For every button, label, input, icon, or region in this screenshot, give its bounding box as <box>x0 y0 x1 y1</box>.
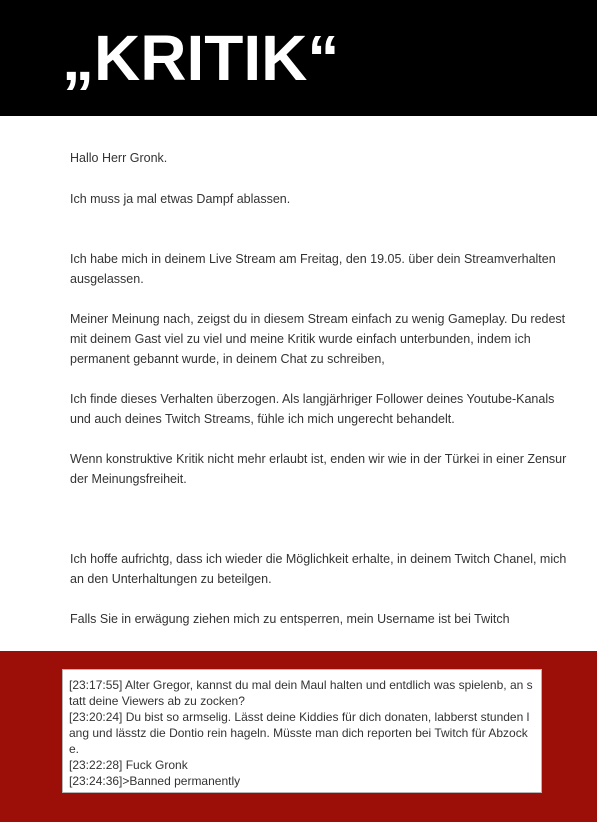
chat-line: [23:22:28] Fuck Gronk <box>69 758 188 772</box>
header-banner <box>0 0 597 116</box>
chat-log <box>62 669 542 793</box>
letter-paragraph-zensur: Wenn konstruktive Kritik nicht mehr erlaubt ist, enden wir wie in der Türkei in einer Zensur der Meinungsfreiheit. <box>70 452 567 486</box>
letter-paragraph-stream: Ich habe mich in deinem Live Stream am Freitag, den 19.05. über dein Streamverhalten ausgelassen. <box>70 252 556 286</box>
letter-paragraph-falls: Falls Sie in erwägung ziehen mich zu entsperren, mein Username ist bei Twitch <box>70 612 510 626</box>
letter-paragraph-verhalten: Ich finde dieses Verhalten überzogen. Als langjärhriger Follower deines Youtube-Kanals und auch deines Twitch Streams, fühle ich mich ungerecht behandelt. <box>70 392 555 426</box>
letter-greeting: Hallo Herr Gronk. <box>70 151 168 165</box>
chat-line: [23:17:55] Alter Gregor, kannst du mal dein Maul halten und entdlich was spielenb, an statt deine Viewers ab zu zocken? <box>69 678 533 708</box>
letter-paragraph-meinung: Meiner Meinung nach, zeigst du in diesem Stream einfach zu wenig Gameplay. Du redest mit deinem Gast viel zu viel und meine Kritik wurde einfach unterbunden, indem ich permanent gebannt wurde, in deinem Chat zu schreiben, <box>70 312 566 366</box>
chat-line: [23:24:36]>Banned permanently <box>69 774 241 788</box>
letter-paragraph-dampf: Ich muss ja mal etwas Dampf ablassen. <box>70 192 291 206</box>
letter-paragraph-hoffe: Ich hoffe aufrichtg, dass ich wieder die Möglichkeit erhalte, in deinem Twitch Chanel, mich an den Unterhaltungen zu beteilgen. <box>70 552 567 586</box>
chat-line: [23:20:24] Du bist so armselig. Lässt deine Kiddies für dich donaten, labberst stunden lang und lässtz die Dontio rein hageln. Müsste man dich reporten bei Twitch für Abzocke. <box>69 710 530 756</box>
page-title: „KRITIK“ <box>62 22 340 94</box>
